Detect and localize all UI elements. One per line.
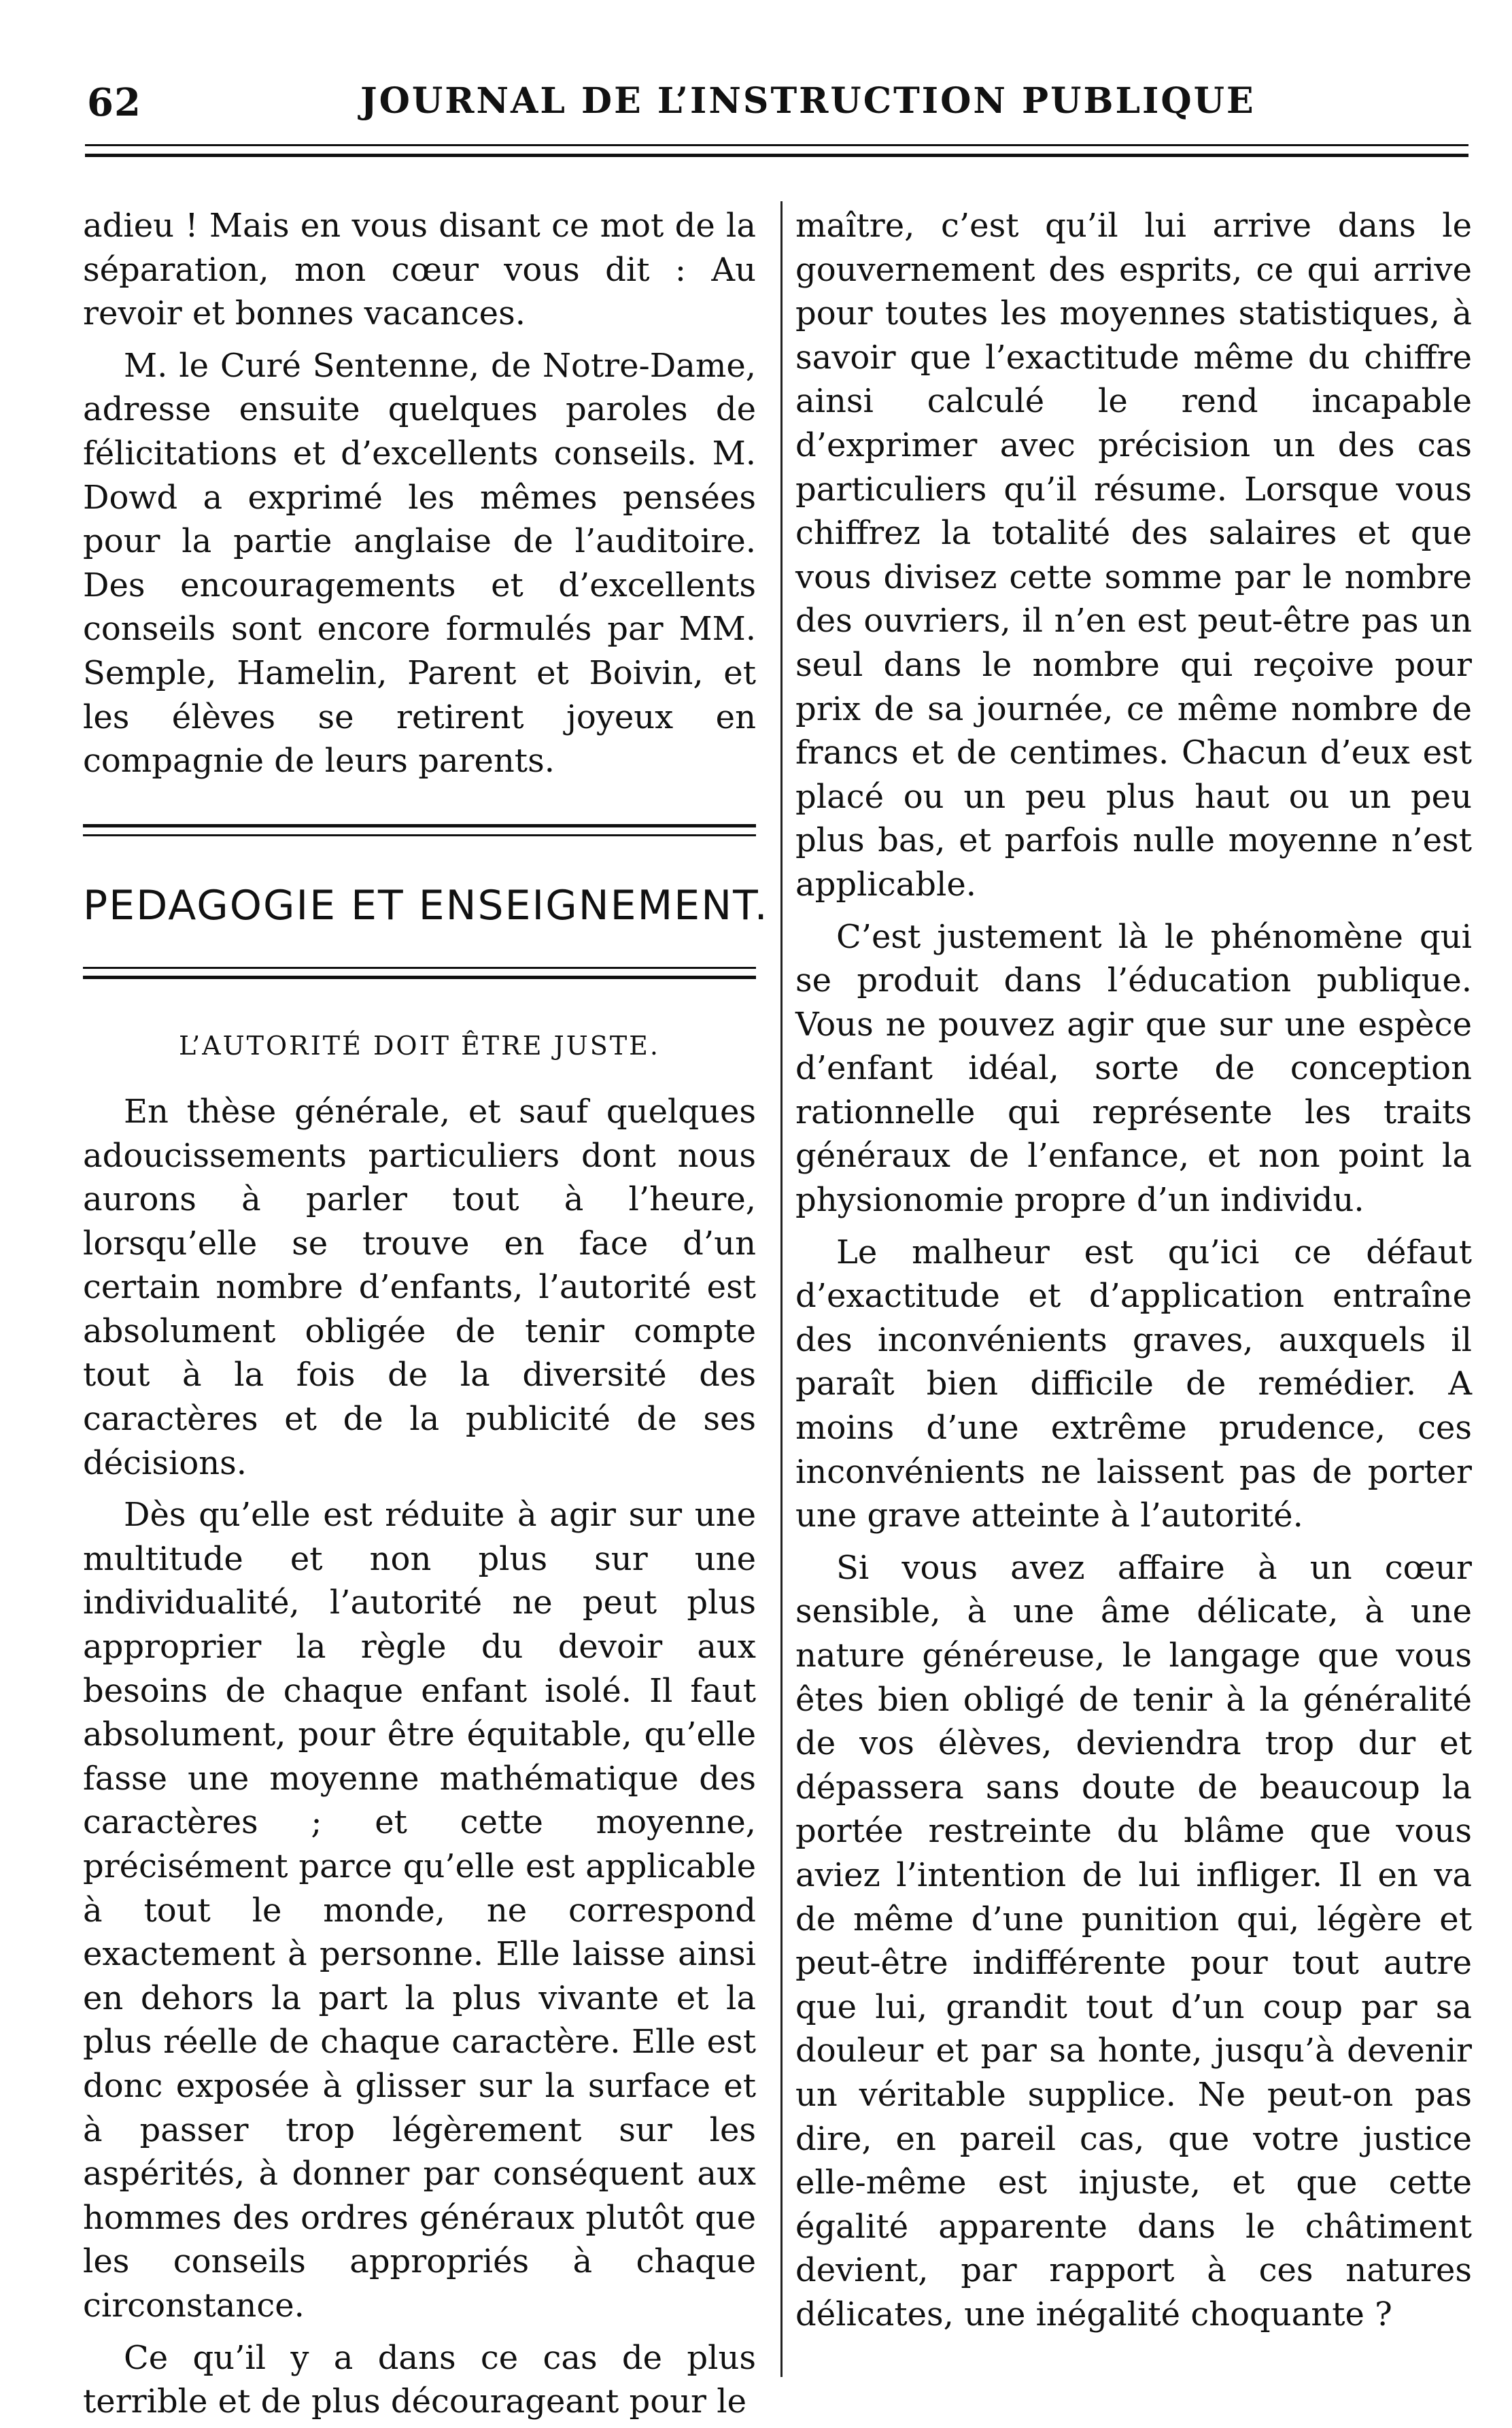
paragraph-ce-quil-y-a: Ce qu’il y a dans ce cas de plus terrible et de plus décourageant pour le	[83, 2338, 756, 2421]
page-number: 62	[87, 80, 141, 125]
paragraph-des-quelle: Dès qu’elle est réduite à agir sur une multitude et non plus sur une individualité, l’autorité ne peut plus approprier la règle du devoir aux besoins de chaque enfant isolé. Il faut absolument, pour être équitable, qu’elle fasse une moyenne mathématique des caractères ; et cette moyenne, précisément parce qu’elle est applicable à tout le monde, ne correspond exactement à personne. Elle laisse ainsi en dehors la part la plus vivante et la plus réelle de chaque caractère. Elle est donc exposée à glisser sur la surface et à passer trop légèrement sur les aspérités, à donner par conséquent aux hommes des ordres généraux plutôt que les conseils appropriés à chaque circonstance.	[83, 1496, 756, 2325]
paragraph-malheur: Le malheur est qu’ici ce défaut d’exactitude et d’application entraîne des inconvénients graves, auxquels il paraît bien difficile de remédier. A moins d’une extrême prudence, ces inconvénients ne laissent pas de porter une grave atteinte à l’autorité.	[795, 1233, 1472, 1535]
page-header	[75, 80, 1468, 135]
paragraph-these-generale: En thèse générale, et sauf quelques adoucissements particuliers dont nous aurons à parler tout à l’heure, lorsqu’elle se trouve en face d’un certain nombre d’enfants, l’autorité est absolument obligée de tenir compte tout à la fois de la diversité des caractères et de la publicité de ses décisions.	[83, 1092, 756, 1482]
header-rule-top	[85, 144, 1468, 146]
paragraph-coeur-sensible: Si vous avez affaire à un cœur sensible, à une âme délicate, à une nature généreuse, le langage que vous êtes bien obligé de tenir à la généralité de vos élèves, deviendra trop dur et dépassera sans doute de beaucoup la portée restreinte du blâme que vous aviez l’intention de lui infliger. Il en va de même d’une punition qui, légère et peut-être indifférente pour tout autre que lui, grandit tout d’un coup par sa douleur et par sa honte, jusqu’à devenir un véritable supplice. Ne peut-on pas dire, en pareil cas, que votre justice elle-même est injuste, et que cette égalité apparente dans le châtiment devient, par rapport à ces natures délicates, une inégalité choquante ?	[795, 1548, 1472, 2333]
header-rule-bottom	[85, 154, 1468, 157]
section-rule-bottom	[83, 967, 756, 979]
paragraph-cure-sentenne: M. le Curé Sentenne, de Notre-Dame, adresse ensuite quelques paroles de félicitations et d’excellents conseils. M. Dowd a exprimé les mêmes pensées pour la partie anglaise de l’auditoire. Des encouragements et d’excellents conseils sont encore formulés par MM. Semple, Hamelin, Parent et Boivin, et les élèves se retirent joyeux en compagnie de leurs parents.	[83, 346, 756, 781]
left-column	[83, 204, 769, 2424]
right-column	[795, 204, 1472, 2337]
section-rule-top	[83, 824, 756, 836]
paragraph-maitre: maître, c’est qu’il lui arrive dans le gouvernement des esprits, ce qui arrive pour toutes les moyennes statistiques, à savoir que l’exactitude même du chiffre ainsi calculé le rend incapable d’exprimer avec précision un des cas particuliers qu’il résume. Lorsque vous chiffrez la totalité des salaires et que vous divisez cette somme par le nombre des ouvriers, il n’en est peut-être pas un seul dans le nombre qui reçoive pour prix de sa journée, ce même nombre de francs et de centimes. Chacun d’eux est placé ou un peu plus haut ou un peu plus bas, et parfois nulle moyenne n’est applicable.	[795, 207, 1472, 904]
paragraph-adieu: adieu ! Mais en vous disant ce mot de la séparation, mon cœur vous dit : Au revoir et bonnes vacances.	[83, 207, 756, 333]
article-subheading: L’AUTORITÉ DOIT ÊTRE JUSTE.	[179, 1031, 660, 1061]
paragraph-phenomene: C’est justement là le phénomène qui se produit dans l’éducation publique. Vous ne pouvez agir que sur une espèce d’enfant idéal, sorte de conception rationnelle qui représente les traits généraux de l’enfance, et non point la physionomie propre d’un individu.	[795, 917, 1472, 1220]
journal-title: JOURNAL DE L’INSTRUCTION PUBLIQUE	[360, 80, 1256, 122]
section-title: PEDAGOGIE ET ENSEIGNEMENT.	[83, 881, 769, 929]
column-divider	[780, 201, 783, 2377]
